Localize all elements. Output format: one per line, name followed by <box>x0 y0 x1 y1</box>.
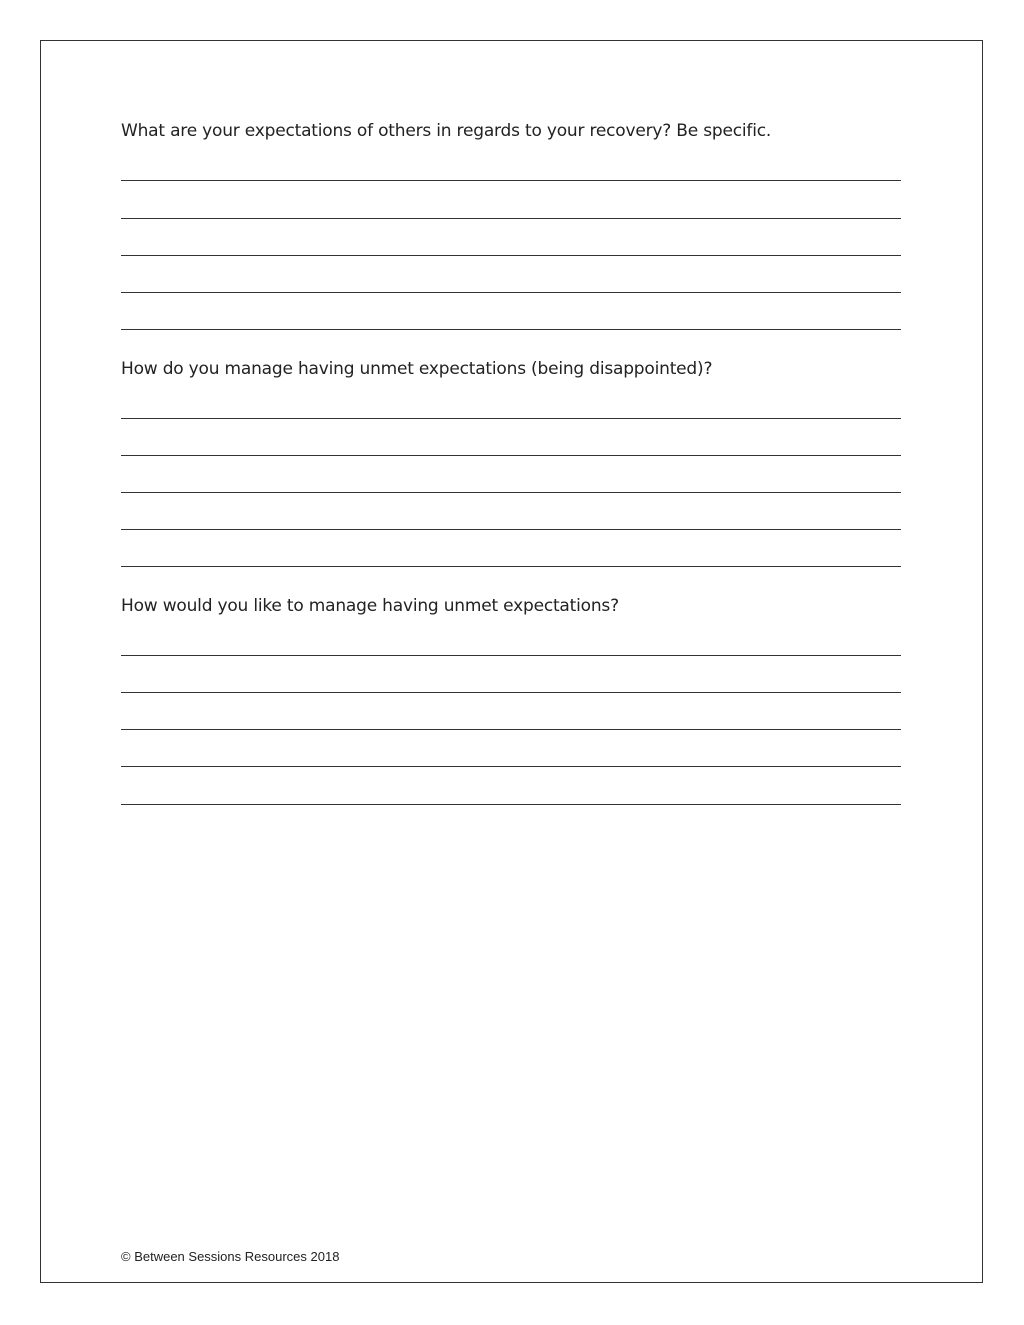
question-3: How would you like to manage having unmet expectations? <box>121 596 619 616</box>
answer-line[interactable] <box>121 492 901 493</box>
answer-line[interactable] <box>121 255 901 256</box>
answer-line[interactable] <box>121 529 901 530</box>
question-1: What are your expectations of others in regards to your recovery? Be specific. <box>121 121 772 141</box>
question-2: How do you manage having unmet expectations (being disappointed)? <box>121 359 713 379</box>
page-frame <box>40 40 983 1283</box>
answer-line[interactable] <box>121 692 901 693</box>
answer-line[interactable] <box>121 455 901 456</box>
answer-line[interactable] <box>121 418 901 419</box>
answer-line[interactable] <box>121 566 901 567</box>
answer-line[interactable] <box>121 292 901 293</box>
answer-line[interactable] <box>121 329 901 330</box>
copyright-footer: © Between Sessions Resources 2018 <box>121 1249 340 1264</box>
answer-line[interactable] <box>121 180 901 181</box>
answer-line[interactable] <box>121 655 901 656</box>
answer-line[interactable] <box>121 729 901 730</box>
answer-line[interactable] <box>121 766 901 767</box>
answer-line[interactable] <box>121 218 901 219</box>
answer-line[interactable] <box>121 804 901 805</box>
